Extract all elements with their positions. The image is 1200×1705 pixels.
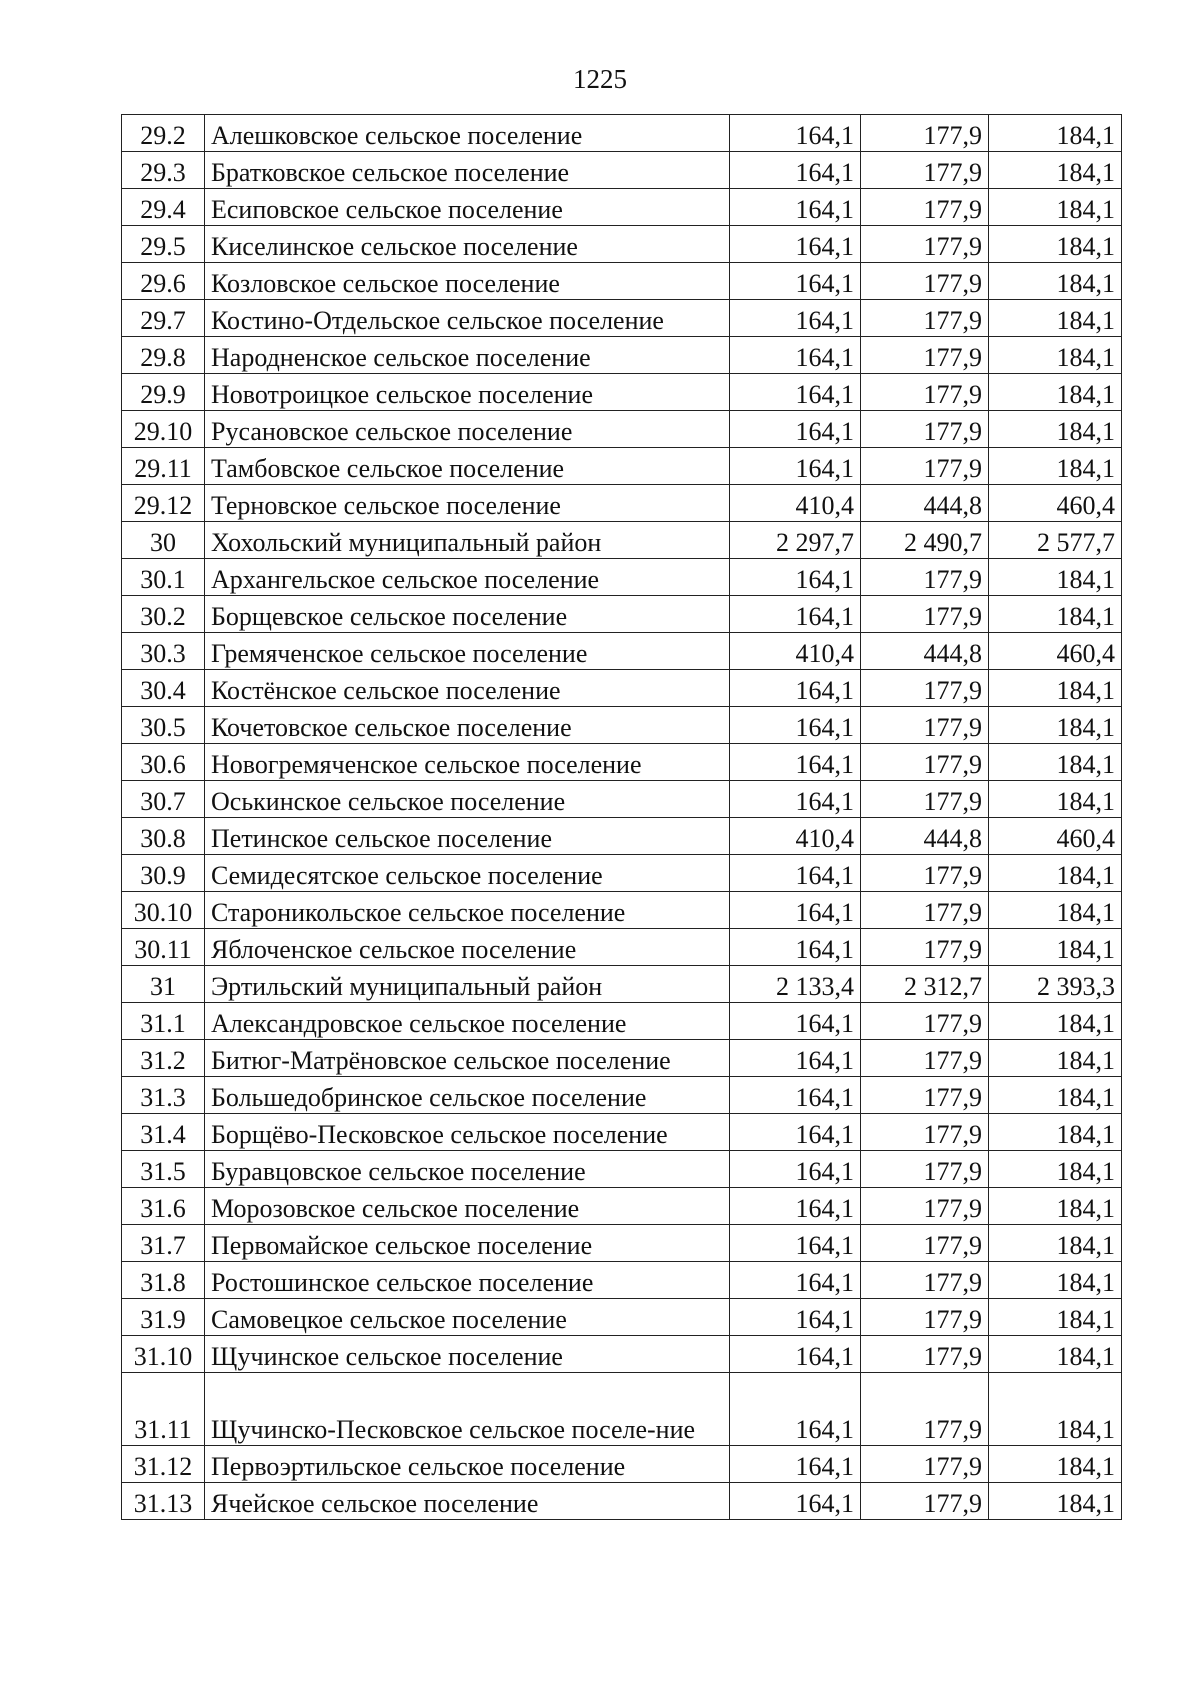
- value-2-cell: 177,9: [861, 263, 989, 300]
- row-number-cell: 29.3: [122, 152, 205, 189]
- settlement-name-cell: Буравцовское сельское поселение: [205, 1151, 730, 1188]
- value-1-cell: 164,1: [730, 374, 861, 411]
- row-number-cell: 30.10: [122, 892, 205, 929]
- row-number-cell: 30.1: [122, 559, 205, 596]
- value-1-cell: 164,1: [730, 1040, 861, 1077]
- value-3-cell: 184,1: [989, 226, 1122, 263]
- settlement-name-cell: Семидесятское сельское поселение: [205, 855, 730, 892]
- row-number-cell: 31.13: [122, 1483, 205, 1520]
- table-row: [122, 929, 1122, 966]
- value-3-cell: 184,1: [989, 1003, 1122, 1040]
- value-3-cell: 2 393,3: [989, 966, 1122, 1003]
- settlement-name-cell: Ростошинское сельское поселение: [205, 1262, 730, 1299]
- value-1-cell: 164,1: [730, 707, 861, 744]
- settlement-name-cell: Архангельское сельское поселение: [205, 559, 730, 596]
- value-1-cell: 164,1: [730, 1262, 861, 1299]
- value-2-cell: 177,9: [861, 411, 989, 448]
- table-row: [122, 226, 1122, 263]
- table-row: [122, 522, 1122, 559]
- value-1-cell: 164,1: [730, 226, 861, 263]
- value-2-cell: 444,8: [861, 485, 989, 522]
- settlement-name-cell: Битюг-Матрёновское сельское поселение: [205, 1040, 730, 1077]
- settlement-name-cell: Щучинско-Песковское сельское поселе-ние: [205, 1373, 730, 1446]
- table-row: [122, 448, 1122, 485]
- settlements-table: [121, 114, 1122, 1520]
- value-2-cell: 177,9: [861, 115, 989, 152]
- value-2-cell: 177,9: [861, 1373, 989, 1446]
- table-row: [122, 855, 1122, 892]
- row-number-cell: 29.8: [122, 337, 205, 374]
- settlement-name-cell: Братковское сельское поселение: [205, 152, 730, 189]
- value-1-cell: 164,1: [730, 559, 861, 596]
- table-row: [122, 1114, 1122, 1151]
- value-2-cell: 177,9: [861, 152, 989, 189]
- value-1-cell: 2 133,4: [730, 966, 861, 1003]
- value-3-cell: 184,1: [989, 1446, 1122, 1483]
- value-3-cell: 184,1: [989, 1225, 1122, 1262]
- table-row: [122, 1446, 1122, 1483]
- value-1-cell: 164,1: [730, 1483, 861, 1520]
- value-3-cell: 184,1: [989, 300, 1122, 337]
- table-row: [122, 559, 1122, 596]
- settlement-name-cell: Костёнское сельское поселение: [205, 670, 730, 707]
- value-3-cell: 184,1: [989, 744, 1122, 781]
- row-number-cell: 31.5: [122, 1151, 205, 1188]
- row-number-cell: 29.11: [122, 448, 205, 485]
- value-3-cell: 184,1: [989, 263, 1122, 300]
- value-2-cell: 177,9: [861, 707, 989, 744]
- value-2-cell: 177,9: [861, 1262, 989, 1299]
- value-1-cell: 164,1: [730, 1299, 861, 1336]
- value-2-cell: 177,9: [861, 337, 989, 374]
- settlement-name-cell: Ячейское сельское поселение: [205, 1483, 730, 1520]
- value-3-cell: 460,4: [989, 818, 1122, 855]
- value-1-cell: 164,1: [730, 411, 861, 448]
- table-row: [122, 1077, 1122, 1114]
- settlement-name-cell: Борщевское сельское поселение: [205, 596, 730, 633]
- value-1-cell: 164,1: [730, 263, 861, 300]
- settlement-name-cell: Самовецкое сельское поселение: [205, 1299, 730, 1336]
- value-3-cell: 184,1: [989, 559, 1122, 596]
- row-number-cell: 30.6: [122, 744, 205, 781]
- row-number-cell: 30.7: [122, 781, 205, 818]
- settlement-name-cell: Козловское сельское поселение: [205, 263, 730, 300]
- value-1-cell: 164,1: [730, 337, 861, 374]
- table-row: [122, 818, 1122, 855]
- row-number-cell: 31.4: [122, 1114, 205, 1151]
- value-1-cell: 164,1: [730, 1446, 861, 1483]
- value-3-cell: 184,1: [989, 1151, 1122, 1188]
- value-3-cell: 184,1: [989, 892, 1122, 929]
- settlement-name-cell: Есиповское сельское поселение: [205, 189, 730, 226]
- value-3-cell: 184,1: [989, 1262, 1122, 1299]
- table-row: [122, 670, 1122, 707]
- value-2-cell: 177,9: [861, 781, 989, 818]
- settlement-name-cell: Киселинское сельское поселение: [205, 226, 730, 263]
- value-3-cell: 184,1: [989, 152, 1122, 189]
- row-number-cell: 31.10: [122, 1336, 205, 1373]
- value-2-cell: 177,9: [861, 1114, 989, 1151]
- value-3-cell: 184,1: [989, 1040, 1122, 1077]
- table-row: [122, 152, 1122, 189]
- table-row: [122, 744, 1122, 781]
- row-number-cell: 30.5: [122, 707, 205, 744]
- value-1-cell: 164,1: [730, 189, 861, 226]
- table-row: [122, 1336, 1122, 1373]
- value-2-cell: 177,9: [861, 1336, 989, 1373]
- value-3-cell: 184,1: [989, 1483, 1122, 1520]
- settlement-name-cell: Новогремяченское сельское поселение: [205, 744, 730, 781]
- value-2-cell: 444,8: [861, 818, 989, 855]
- row-number-cell: 30: [122, 522, 205, 559]
- value-2-cell: 177,9: [861, 448, 989, 485]
- value-2-cell: 177,9: [861, 1225, 989, 1262]
- value-2-cell: 177,9: [861, 1483, 989, 1520]
- value-1-cell: 164,1: [730, 781, 861, 818]
- settlement-name-cell: Терновское сельское поселение: [205, 485, 730, 522]
- table-row: [122, 411, 1122, 448]
- table-row: [122, 892, 1122, 929]
- value-1-cell: 410,4: [730, 818, 861, 855]
- row-number-cell: 30.4: [122, 670, 205, 707]
- value-3-cell: 184,1: [989, 596, 1122, 633]
- value-3-cell: 184,1: [989, 1188, 1122, 1225]
- table-row: [122, 189, 1122, 226]
- table-row: [122, 1040, 1122, 1077]
- settlement-name-cell: Кочетовское сельское поселение: [205, 707, 730, 744]
- table-row: [122, 485, 1122, 522]
- value-3-cell: 184,1: [989, 115, 1122, 152]
- value-2-cell: 177,9: [861, 189, 989, 226]
- settlement-name-cell: Петинское сельское поселение: [205, 818, 730, 855]
- settlement-name-cell: Костино-Отдельское сельское поселение: [205, 300, 730, 337]
- settlement-name-cell: Тамбовское сельское поселение: [205, 448, 730, 485]
- value-3-cell: 2 577,7: [989, 522, 1122, 559]
- value-1-cell: 164,1: [730, 1225, 861, 1262]
- settlement-name-cell: Гремяченское сельское поселение: [205, 633, 730, 670]
- table-row: [122, 1373, 1122, 1446]
- value-2-cell: 2 312,7: [861, 966, 989, 1003]
- row-number-cell: 29.6: [122, 263, 205, 300]
- row-number-cell: 31.6: [122, 1188, 205, 1225]
- table-row: [122, 633, 1122, 670]
- settlement-name-cell: Первомайское сельское поселение: [205, 1225, 730, 1262]
- value-1-cell: 164,1: [730, 1151, 861, 1188]
- row-number-cell: 31.3: [122, 1077, 205, 1114]
- value-1-cell: 164,1: [730, 1188, 861, 1225]
- row-number-cell: 29.2: [122, 115, 205, 152]
- value-1-cell: 164,1: [730, 115, 861, 152]
- value-1-cell: 164,1: [730, 448, 861, 485]
- row-number-cell: 30.9: [122, 855, 205, 892]
- value-1-cell: 164,1: [730, 670, 861, 707]
- value-3-cell: 184,1: [989, 1114, 1122, 1151]
- table-row: [122, 596, 1122, 633]
- value-2-cell: 177,9: [861, 1188, 989, 1225]
- value-1-cell: 164,1: [730, 855, 861, 892]
- table-row: [122, 1262, 1122, 1299]
- settlement-name-cell: Русановское сельское поселение: [205, 411, 730, 448]
- settlement-name-cell: Оськинское сельское поселение: [205, 781, 730, 818]
- row-number-cell: 31.8: [122, 1262, 205, 1299]
- value-2-cell: 177,9: [861, 1446, 989, 1483]
- value-1-cell: 164,1: [730, 929, 861, 966]
- value-2-cell: 177,9: [861, 855, 989, 892]
- value-2-cell: 177,9: [861, 744, 989, 781]
- table-row: [122, 300, 1122, 337]
- value-2-cell: 177,9: [861, 226, 989, 263]
- table-row: [122, 1003, 1122, 1040]
- row-number-cell: 29.9: [122, 374, 205, 411]
- settlement-name-cell: Хохольский муниципальный район: [205, 522, 730, 559]
- value-1-cell: 164,1: [730, 596, 861, 633]
- value-3-cell: 184,1: [989, 781, 1122, 818]
- value-2-cell: 177,9: [861, 300, 989, 337]
- table-row: [122, 374, 1122, 411]
- value-2-cell: 444,8: [861, 633, 989, 670]
- value-1-cell: 164,1: [730, 1003, 861, 1040]
- settlement-name-cell: Борщёво-Песковское сельское поселение: [205, 1114, 730, 1151]
- row-number-cell: 29.7: [122, 300, 205, 337]
- value-3-cell: 460,4: [989, 485, 1122, 522]
- value-3-cell: 184,1: [989, 337, 1122, 374]
- value-1-cell: 164,1: [730, 1336, 861, 1373]
- value-1-cell: 164,1: [730, 892, 861, 929]
- table-row: [122, 1483, 1122, 1520]
- table-row: [122, 966, 1122, 1003]
- value-2-cell: 177,9: [861, 1003, 989, 1040]
- value-2-cell: 177,9: [861, 1151, 989, 1188]
- row-number-cell: 31.7: [122, 1225, 205, 1262]
- settlement-name-cell: Александровское сельское поселение: [205, 1003, 730, 1040]
- value-2-cell: 177,9: [861, 559, 989, 596]
- row-number-cell: 29.10: [122, 411, 205, 448]
- settlement-name-cell: Яблоченское сельское поселение: [205, 929, 730, 966]
- value-2-cell: 177,9: [861, 892, 989, 929]
- value-3-cell: 184,1: [989, 189, 1122, 226]
- settlement-name-cell: Алешковское сельское поселение: [205, 115, 730, 152]
- value-1-cell: 164,1: [730, 1077, 861, 1114]
- row-number-cell: 29.12: [122, 485, 205, 522]
- settlement-name-cell: Эртильский муниципальный район: [205, 966, 730, 1003]
- row-number-cell: 30.11: [122, 929, 205, 966]
- value-1-cell: 164,1: [730, 1114, 861, 1151]
- row-number-cell: 29.5: [122, 226, 205, 263]
- table-row: [122, 337, 1122, 374]
- table-row: [122, 1188, 1122, 1225]
- settlement-name-cell: Первоэртильское сельское поселение: [205, 1446, 730, 1483]
- settlement-name-cell: Новотроицкое сельское поселение: [205, 374, 730, 411]
- table-row: [122, 1225, 1122, 1262]
- settlement-name-cell: Большедобринское сельское поселение: [205, 1077, 730, 1114]
- value-2-cell: 177,9: [861, 1077, 989, 1114]
- table-row: [122, 263, 1122, 300]
- table-body: [122, 115, 1122, 1520]
- value-3-cell: 184,1: [989, 448, 1122, 485]
- row-number-cell: 31.12: [122, 1446, 205, 1483]
- row-number-cell: 31.9: [122, 1299, 205, 1336]
- value-1-cell: 164,1: [730, 744, 861, 781]
- value-1-cell: 164,1: [730, 300, 861, 337]
- row-number-cell: 31: [122, 966, 205, 1003]
- value-2-cell: 177,9: [861, 374, 989, 411]
- value-2-cell: 177,9: [861, 929, 989, 966]
- value-2-cell: 177,9: [861, 1040, 989, 1077]
- value-3-cell: 184,1: [989, 929, 1122, 966]
- row-number-cell: 31.11: [122, 1373, 205, 1446]
- row-number-cell: 30.8: [122, 818, 205, 855]
- value-3-cell: 184,1: [989, 1373, 1122, 1446]
- value-3-cell: 460,4: [989, 633, 1122, 670]
- table-row: [122, 707, 1122, 744]
- value-3-cell: 184,1: [989, 1299, 1122, 1336]
- value-3-cell: 184,1: [989, 411, 1122, 448]
- value-1-cell: 410,4: [730, 485, 861, 522]
- value-3-cell: 184,1: [989, 1077, 1122, 1114]
- value-1-cell: 164,1: [730, 152, 861, 189]
- value-2-cell: 177,9: [861, 670, 989, 707]
- value-3-cell: 184,1: [989, 707, 1122, 744]
- value-1-cell: 410,4: [730, 633, 861, 670]
- value-3-cell: 184,1: [989, 670, 1122, 707]
- value-1-cell: 2 297,7: [730, 522, 861, 559]
- value-2-cell: 2 490,7: [861, 522, 989, 559]
- value-1-cell: 164,1: [730, 1373, 861, 1446]
- table-row: [122, 1299, 1122, 1336]
- row-number-cell: 30.3: [122, 633, 205, 670]
- settlement-name-cell: Морозовское сельское поселение: [205, 1188, 730, 1225]
- table-row: [122, 115, 1122, 152]
- value-3-cell: 184,1: [989, 374, 1122, 411]
- table-row: [122, 781, 1122, 818]
- value-3-cell: 184,1: [989, 1336, 1122, 1373]
- row-number-cell: 31.2: [122, 1040, 205, 1077]
- page-number: 1225: [573, 64, 627, 94]
- value-2-cell: 177,9: [861, 596, 989, 633]
- row-number-cell: 29.4: [122, 189, 205, 226]
- value-2-cell: 177,9: [861, 1299, 989, 1336]
- table-row: [122, 1151, 1122, 1188]
- row-number-cell: 30.2: [122, 596, 205, 633]
- settlement-name-cell: Щучинское сельское поселение: [205, 1336, 730, 1373]
- settlement-name-cell: Народненское сельское поселение: [205, 337, 730, 374]
- row-number-cell: 31.1: [122, 1003, 205, 1040]
- settlement-name-cell: Староникольское сельское поселение: [205, 892, 730, 929]
- value-3-cell: 184,1: [989, 855, 1122, 892]
